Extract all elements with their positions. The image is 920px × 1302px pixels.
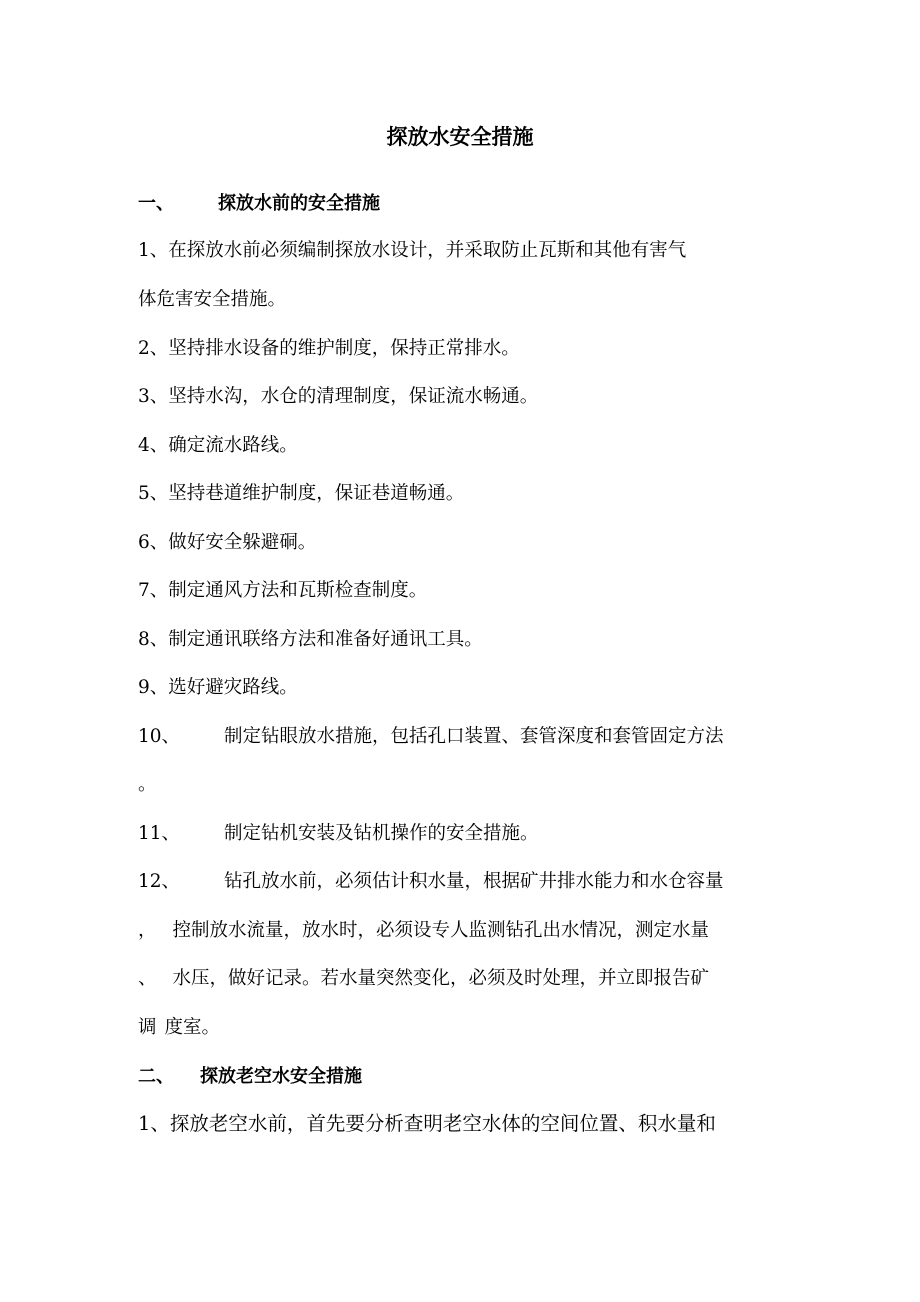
list-item-12: [138, 868, 724, 896]
line-text: 度室。: [164, 1017, 221, 1038]
line-text: 水压，做好记录。若水量突然变化，必须及时处理，并立即报告矿: [172, 968, 710, 989]
section-number: 一、: [138, 193, 174, 214]
item-text: 制定钻机安装及钻机操作的安全措施。: [224, 823, 539, 844]
item-number: 11、: [138, 823, 181, 844]
item-text: 制定钻眼放水措施，包括孔口装置、套管深度和套管固定方法: [224, 726, 724, 747]
line-lead: 调: [138, 1017, 157, 1038]
item-text: 钻孔放水前，必须估计积水量，根据矿井排水能力和水仓容量: [224, 871, 724, 892]
section-heading-text: 探放老空水安全措施: [200, 1066, 362, 1087]
paragraph-line: 8、制定通讯联络方法和准备好通讯工具。: [138, 629, 483, 650]
paragraph-line: 。: [138, 774, 157, 795]
paragraph-line: 3、坚持水沟，水仓的清理制度，保证流水畅通。: [138, 386, 539, 407]
line-lead: 、: [138, 968, 157, 989]
paragraph-line: 1、探放老空水前，首先要分析查明老空水体的空间位置、积水量和: [138, 1112, 716, 1135]
item-number: 10、: [138, 726, 181, 747]
item-number: 12、: [138, 871, 181, 892]
section-heading-2: [138, 1063, 362, 1091]
paragraph-line: [138, 1014, 220, 1042]
line-text: 控制放水流量，放水时，必须设专人监测钻孔出水情况，测定水量: [172, 920, 710, 941]
paragraph-line: 7、制定通风方法和瓦斯检查制度。: [138, 580, 428, 601]
page-title: 探放水安全措施: [386, 125, 534, 149]
paragraph-line: [138, 917, 709, 945]
section-heading-text: 探放水前的安全措施: [218, 193, 380, 214]
paragraph-line: [138, 965, 709, 993]
line-lead: ，: [138, 920, 157, 941]
paragraph-line: 4、确定流水路线。: [138, 435, 298, 456]
section-number: 二、: [138, 1066, 174, 1087]
paragraph-line: 体危害安全措施。: [138, 289, 287, 310]
list-item-11: [138, 820, 539, 848]
paragraph-line: 6、做好安全躲避硐。: [138, 532, 317, 553]
paragraph-line: 2、坚持排水设备的维护制度，保持正常排水。: [138, 338, 520, 359]
list-item-10: [138, 723, 724, 751]
section-heading-1: [138, 190, 380, 218]
paragraph-line: 1、在探放水前必须编制探放水设计，并采取防止瓦斯和其他有害气: [138, 240, 687, 261]
paragraph-line: 9、选好避灾路线。: [138, 677, 298, 698]
paragraph-line: 5、坚持巷道维护制度，保证巷道畅通。: [138, 483, 465, 504]
